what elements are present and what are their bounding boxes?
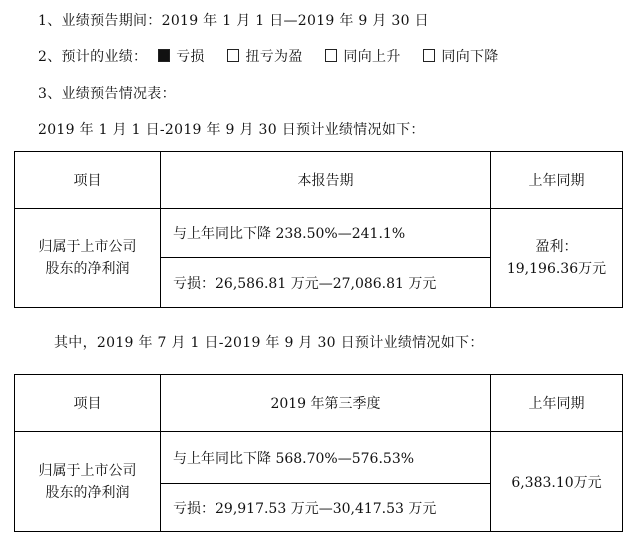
option-turnaround	[221, 49, 302, 65]
option-loss	[152, 49, 205, 65]
table1-prior-cell	[491, 209, 623, 308]
table1-change-cell: 与上年同比下降 238.50%—241.1%	[161, 209, 491, 258]
table1-header-prior: 上年同期	[491, 152, 623, 209]
unchecked-box-icon	[227, 49, 239, 62]
forecast-table-heading: 3、业绩预告情况表：	[38, 86, 176, 102]
forecast-period-line: 1、业绩预告期间：2019 年 1 月 1 日—2019 年 9 月 30 日	[38, 13, 429, 29]
table2-header-prior: 上年同期	[491, 375, 623, 432]
table1-row	[15, 209, 623, 258]
option-decrease	[417, 49, 498, 65]
option-decrease-label: 同向下降	[441, 49, 499, 65]
table2-header-current: 2019 年第三季度	[161, 375, 491, 432]
checked-box-icon	[158, 49, 170, 62]
table1-prior-line1: 盈利：	[535, 239, 578, 255]
table2-item-cell	[15, 432, 161, 532]
table2-item-line2: 股东的净利润	[45, 484, 130, 501]
unchecked-box-icon	[325, 49, 337, 62]
table2-item-line1: 归属于上市公司	[38, 462, 137, 479]
table1-item-line2: 股东的净利润	[45, 261, 130, 277]
option-loss-label: 亏损	[176, 49, 205, 65]
table1-header-current: 本报告期	[161, 152, 491, 209]
option-increase-label: 同向上升	[343, 49, 401, 65]
table2-change-cell: 与上年同比下降 568.70%—576.53%	[161, 432, 491, 484]
option-turnaround-label: 扭亏为盈	[245, 49, 303, 65]
table1-item-cell	[15, 209, 161, 308]
table2-header-row	[15, 375, 623, 432]
expected-performance-line	[38, 46, 511, 66]
table2-caption: 其中，2019 年 7 月 1 日-2019 年 9 月 30 日预计业绩情况如下：	[54, 335, 484, 351]
table2-header-item: 项目	[15, 375, 161, 432]
table1-header-item: 项目	[15, 152, 161, 209]
table1-item-line1: 归属于上市公司	[38, 239, 137, 255]
table1-caption: 2019 年 1 月 1 日-2019 年 9 月 30 日预计业绩情况如下：	[38, 122, 425, 138]
table2-loss-cell: 亏损：29,917.53 万元—30,417.53 万元	[161, 484, 491, 532]
table2-prior-cell: 6,383.10万元	[491, 432, 623, 532]
table1-header-row	[15, 152, 623, 209]
table1-prior-line2: 19,196.36万元	[506, 261, 607, 277]
table1-loss-cell: 亏损：26,586.81 万元—27,086.81 万元	[161, 258, 491, 308]
option-increase	[319, 49, 400, 65]
forecast-table-ytd	[14, 151, 623, 308]
unchecked-box-icon	[423, 49, 435, 62]
table2-row	[15, 432, 623, 484]
expected-performance-label: 2、预计的业绩：	[38, 49, 148, 65]
forecast-table-q3	[14, 374, 623, 532]
